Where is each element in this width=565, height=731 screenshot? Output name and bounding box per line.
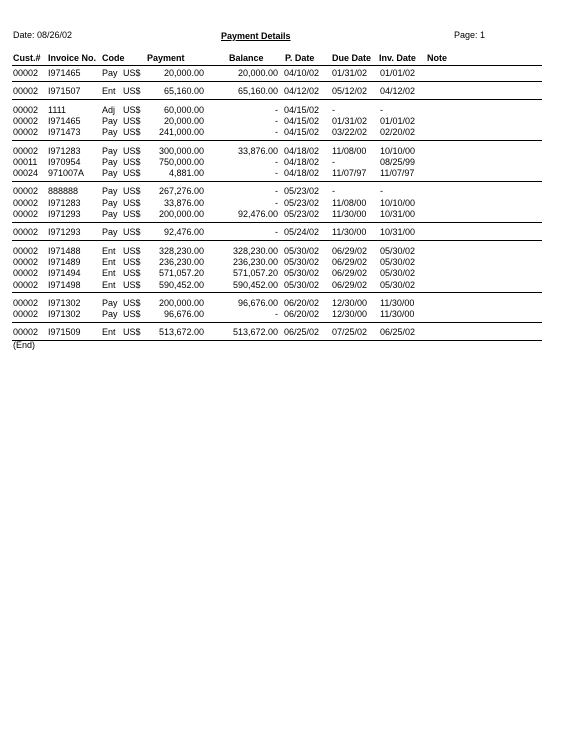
cell-balance: 328,230.00 (232, 245, 278, 256)
cell-payment: 571,057.20 (158, 268, 204, 279)
cell-inv-date: 05/30/02 (380, 245, 416, 256)
cell-balance: - (275, 197, 278, 208)
cell-pdate: 05/23/02 (284, 186, 320, 197)
cell-currency: US$ (123, 68, 141, 78)
cell-due-date: 01/31/02 (332, 68, 368, 78)
cell-invoice: I971302 (48, 297, 81, 308)
column-header-pdate: P. Date (285, 53, 315, 63)
cell-cust: 00002 (13, 256, 39, 267)
cell-currency: US$ (123, 279, 141, 290)
column-header-inv-date: Inv. Date (379, 53, 416, 63)
cell-balance: 236,230.00 (232, 256, 278, 267)
cell-balance: 65,160.00 (237, 86, 278, 97)
cell-cust: 00024 (13, 168, 39, 179)
cell-invoice: I971283 (48, 197, 81, 208)
report-end-marker: (End) (13, 340, 36, 350)
table-row (0, 116, 565, 127)
cell-payment: 92,476.00 (163, 227, 204, 238)
column-header-payment: Payment (147, 53, 185, 63)
cell-balance: - (275, 156, 278, 167)
group-divider (12, 140, 542, 141)
cell-inv-date: 05/30/02 (380, 256, 416, 267)
cell-pdate: 04/15/02 (284, 104, 320, 115)
cell-inv-date: 04/12/02 (380, 86, 416, 97)
table-row (0, 146, 565, 157)
cell-code: Pay (102, 309, 118, 320)
report-date: Date: 08/26/02 (13, 30, 73, 40)
report-title: Payment Details (221, 31, 291, 41)
table-row (0, 186, 565, 197)
cell-due-date: 11/30/00 (332, 227, 367, 238)
cell-due-date: 03/22/02 (332, 127, 368, 138)
cell-balance: - (275, 115, 278, 126)
cell-inv-date: 11/07/97 (380, 168, 415, 179)
cell-currency: US$ (123, 86, 141, 97)
cell-inv-date: 01/01/02 (380, 68, 416, 78)
cell-pdate: 04/18/02 (284, 168, 320, 179)
column-header-note: Note (427, 53, 447, 63)
cell-code: Adj (102, 104, 116, 115)
cell-pdate: 05/23/02 (284, 197, 320, 208)
cell-pdate: 05/30/02 (284, 245, 320, 256)
cell-due-date: 11/07/97 (332, 168, 367, 179)
cell-balance: 513,672.00 (232, 327, 278, 338)
cell-payment: 328,230.00 (158, 245, 204, 256)
cell-code: Ent (102, 245, 116, 256)
cell-pdate: 06/20/02 (284, 297, 320, 308)
table-row (0, 246, 565, 257)
cell-payment: 513,672.00 (158, 327, 204, 338)
table-row (0, 298, 565, 309)
cell-due-date: - (332, 156, 335, 167)
cell-pdate: 04/18/02 (284, 156, 320, 167)
cell-code: Ent (102, 256, 116, 267)
cell-code: Pay (102, 168, 118, 179)
cell-due-date: 11/30/00 (332, 209, 367, 219)
cell-pdate: 04/15/02 (284, 115, 320, 126)
group-divider (12, 322, 542, 323)
cell-inv-date: 02/20/02 (380, 127, 416, 138)
table-row (0, 209, 565, 220)
table-row (0, 309, 565, 320)
cell-invoice: 1111 (48, 104, 67, 115)
table-row (0, 268, 565, 279)
cell-code: Pay (102, 68, 118, 78)
cell-invoice: I971302 (48, 309, 81, 320)
cell-balance: - (275, 186, 278, 197)
table-row (0, 168, 565, 179)
cell-balance: 590,452.00 (232, 279, 278, 290)
group-divider (12, 292, 542, 293)
cell-payment: 200,000.00 (158, 209, 204, 219)
cell-inv-date: 10/31/00 (380, 227, 416, 238)
cell-payment: 590,452.00 (158, 279, 204, 290)
cell-pdate: 04/10/02 (284, 68, 320, 78)
group-divider (12, 240, 542, 241)
table-row (0, 86, 565, 97)
cell-pdate: 05/24/02 (284, 227, 320, 238)
cell-code: Ent (102, 268, 116, 279)
cell-cust: 00002 (13, 115, 39, 126)
column-header-due-date: Due Date (332, 53, 372, 63)
cell-invoice: I971293 (48, 209, 81, 219)
table-row (0, 105, 565, 116)
cell-invoice: I971293 (48, 227, 81, 238)
cell-currency: US$ (123, 268, 141, 279)
cell-currency: US$ (123, 186, 141, 197)
cell-pdate: 06/20/02 (284, 309, 320, 320)
cell-currency: US$ (123, 297, 141, 308)
cell-payment: 236,230.00 (158, 256, 204, 267)
cell-currency: US$ (123, 209, 141, 219)
cell-cust: 00011 (13, 156, 38, 167)
cell-invoice: I971465 (48, 115, 81, 126)
cell-cust: 00002 (13, 309, 39, 320)
cell-balance: - (275, 127, 278, 138)
cell-due-date: - (332, 186, 335, 197)
cell-due-date: 06/29/02 (332, 268, 368, 279)
cell-inv-date: 06/25/02 (380, 327, 416, 338)
cell-pdate: 05/30/02 (284, 256, 320, 267)
cell-payment: 300,000.00 (158, 145, 204, 156)
cell-due-date: 11/08/00 (332, 197, 367, 208)
cell-code: Pay (102, 115, 118, 126)
cell-due-date: 12/30/00 (332, 309, 368, 320)
cell-cust: 00002 (13, 227, 39, 238)
table-row (0, 327, 565, 338)
cell-cust: 00002 (13, 68, 39, 78)
cell-payment: 267,276.00 (158, 186, 204, 197)
group-divider (12, 99, 542, 100)
cell-payment: 65,160.00 (163, 86, 204, 97)
table-row (0, 157, 565, 168)
cell-cust: 00002 (13, 209, 39, 219)
cell-code: Pay (102, 186, 118, 197)
cell-code: Pay (102, 227, 118, 238)
page-number: Page: 1 (454, 30, 486, 40)
cell-cust: 00002 (13, 127, 39, 138)
cell-payment: 96,676.00 (163, 309, 204, 320)
cell-inv-date: 08/25/99 (380, 156, 416, 167)
cell-inv-date: 10/31/00 (380, 209, 416, 219)
cell-inv-date: - (380, 186, 383, 197)
cell-invoice: I971473 (48, 127, 81, 138)
cell-currency: US$ (123, 245, 141, 256)
cell-code: Pay (102, 145, 118, 156)
cell-inv-date: 10/10/00 (380, 197, 416, 208)
cell-pdate: 04/18/02 (284, 145, 320, 156)
cell-code: Pay (102, 297, 118, 308)
cell-inv-date: - (380, 104, 383, 115)
cell-pdate: 06/25/02 (284, 327, 320, 338)
cell-invoice: I971283 (48, 145, 81, 156)
table-row (0, 280, 565, 291)
cell-due-date: - (332, 104, 335, 115)
table-row (0, 198, 565, 209)
cell-balance: - (275, 168, 278, 179)
cell-code: Pay (102, 127, 118, 138)
cell-cust: 00002 (13, 327, 39, 338)
cell-cust: 00002 (13, 186, 39, 197)
cell-invoice: I971498 (48, 279, 81, 290)
cell-cust: 00002 (13, 245, 39, 256)
cell-invoice: I971494 (48, 268, 81, 279)
group-divider (12, 181, 542, 182)
cell-cust: 00002 (13, 268, 39, 279)
cell-code: Ent (102, 327, 116, 338)
cell-balance: 33,876.00 (237, 145, 278, 156)
cell-balance: 92,476.00 (237, 209, 278, 219)
group-divider (12, 65, 542, 66)
cell-payment: 33,876.00 (163, 197, 204, 208)
cell-pdate: 04/15/02 (284, 127, 320, 138)
cell-inv-date: 10/10/00 (380, 145, 416, 156)
column-header-invoice: Invoice No. (48, 53, 97, 63)
cell-balance: - (275, 227, 278, 238)
cell-pdate: 05/30/02 (284, 279, 320, 290)
cell-balance: 571,057.20 (232, 268, 278, 279)
cell-payment: 20,000.00 (163, 115, 204, 126)
cell-due-date: 06/29/02 (332, 245, 368, 256)
cell-cust: 00002 (13, 145, 39, 156)
cell-due-date: 06/29/02 (332, 279, 368, 290)
cell-currency: US$ (123, 145, 141, 156)
column-header-balance: Balance (229, 53, 264, 63)
cell-invoice: I971465 (48, 68, 81, 78)
cell-balance: - (275, 309, 278, 320)
cell-balance: 20,000.00 (237, 68, 278, 78)
cell-code: Pay (102, 197, 118, 208)
group-divider (12, 222, 542, 223)
cell-currency: US$ (123, 127, 141, 138)
cell-pdate: 04/12/02 (284, 86, 320, 97)
cell-payment: 750,000.00 (158, 156, 204, 167)
cell-payment: 20,000.00 (163, 68, 204, 78)
cell-code: Ent (102, 86, 116, 97)
cell-balance: 96,676.00 (237, 297, 278, 308)
cell-code: Pay (102, 209, 118, 219)
group-divider (12, 81, 542, 82)
table-row (0, 257, 565, 268)
cell-due-date: 07/25/02 (332, 327, 368, 338)
cell-invoice: 971007A (48, 168, 85, 179)
cell-currency: US$ (123, 227, 141, 238)
cell-due-date: 06/29/02 (332, 256, 368, 267)
group-divider (12, 340, 542, 341)
cell-currency: US$ (123, 104, 141, 115)
table-row (0, 68, 565, 79)
cell-currency: US$ (123, 115, 141, 126)
cell-inv-date: 05/30/02 (380, 268, 416, 279)
cell-currency: US$ (123, 256, 141, 267)
cell-cust: 00002 (13, 279, 39, 290)
table-row (0, 227, 565, 238)
cell-inv-date: 11/30/00 (380, 309, 415, 320)
cell-invoice: 888888 (48, 186, 79, 197)
cell-code: Pay (102, 156, 118, 167)
cell-payment: 60,000.00 (163, 104, 204, 115)
cell-invoice: I971488 (48, 245, 81, 256)
cell-currency: US$ (123, 309, 141, 320)
column-header-cust: Cust.# (13, 53, 41, 63)
cell-code: Ent (102, 279, 116, 290)
cell-cust: 00002 (13, 86, 39, 97)
cell-inv-date: 05/30/02 (380, 279, 416, 290)
cell-due-date: 12/30/00 (332, 297, 368, 308)
table-row (0, 127, 565, 138)
cell-pdate: 05/30/02 (284, 268, 320, 279)
cell-cust: 00002 (13, 297, 39, 308)
cell-due-date: 11/08/00 (332, 145, 367, 156)
cell-payment: 4,881.00 (168, 168, 204, 179)
cell-cust: 00002 (13, 104, 39, 115)
cell-cust: 00002 (13, 197, 39, 208)
cell-pdate: 05/23/02 (284, 209, 320, 219)
cell-invoice: I971489 (48, 256, 81, 267)
cell-due-date: 05/12/02 (332, 86, 368, 97)
cell-inv-date: 01/01/02 (380, 115, 416, 126)
cell-invoice: I970954 (48, 156, 81, 167)
cell-invoice: I971509 (48, 327, 81, 338)
cell-payment: 241,000.00 (158, 127, 204, 138)
cell-invoice: I971507 (48, 86, 81, 97)
cell-balance: - (275, 104, 278, 115)
cell-due-date: 01/31/02 (332, 115, 368, 126)
cell-currency: US$ (123, 156, 141, 167)
cell-currency: US$ (123, 168, 141, 179)
cell-currency: US$ (123, 327, 141, 338)
cell-inv-date: 11/30/00 (380, 297, 415, 308)
column-header-code: Code (102, 53, 125, 63)
cell-payment: 200,000.00 (158, 297, 204, 308)
cell-currency: US$ (123, 197, 141, 208)
